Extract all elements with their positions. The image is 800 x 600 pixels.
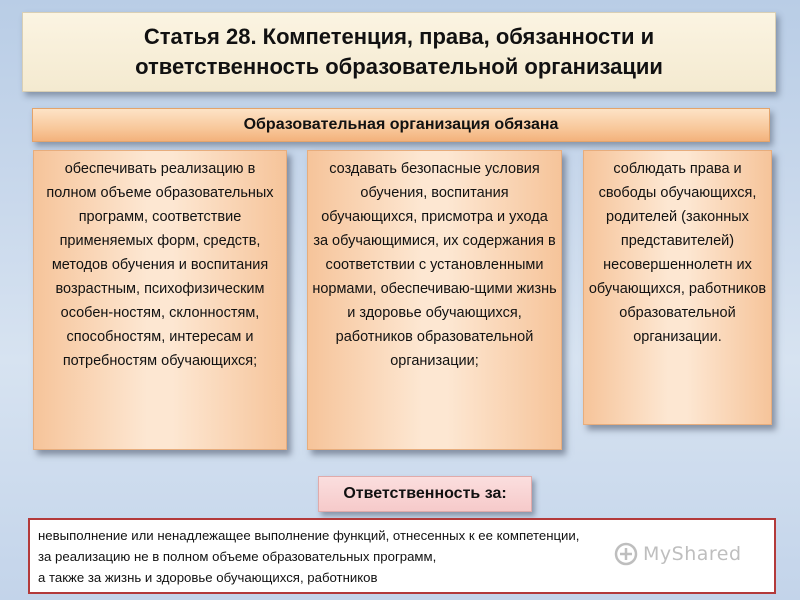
responsibility-label-box: [318, 476, 532, 512]
responsibility-line-health: а также за жизнь и здоровье обучающихся, работников: [38, 570, 378, 585]
watermark-text: MyShared: [643, 543, 742, 565]
obligation-text-programs: обеспечивать реализацию в полном объеме образовательных программ, соответствие применяемых форм, средств, методов обучения и воспитания возрастным, психофизическим особен-ностям, склонностям, способностям, интересам и потребностям обучающихся;: [46, 161, 274, 369]
obligation-text-rights: соблюдать права и свободы обучающихся, родителей (законных представителей) несовершеннолетн их обучающихся, работников образовательной организации.: [588, 161, 767, 345]
obligation-box-rights: [583, 150, 772, 425]
responsibility-line-functions: невыполнение или ненадлежащее выполнение функций, отнесенных к ее компетенции,: [38, 528, 580, 543]
obligation-text-safety: создавать безопасные условия обучения, воспитания обучающихся, присмотра и ухода за обучающимися, их содержания в соответствии с установленными нормами, обеспечиваю-щими жизнь и здоровье обучающихся, работников образовательной организации;: [312, 161, 557, 369]
myshared-watermark: [614, 540, 766, 568]
myshared-logo-icon: [614, 542, 638, 566]
obligation-box-safety: [307, 150, 562, 450]
slide-title: Статья 28. Компетенция, права, обязанности и ответственность образовательной организации: [135, 24, 663, 79]
obligations-header: [32, 108, 770, 142]
responsibility-label: Ответственность за:: [343, 485, 507, 502]
slide-title-box: [22, 12, 776, 92]
obligation-box-programs: [33, 150, 287, 450]
responsibility-line-programs: за реализацию не в полном объеме образовательных программ,: [38, 549, 437, 564]
obligations-header-text: Образовательная организация обязана: [243, 116, 559, 133]
